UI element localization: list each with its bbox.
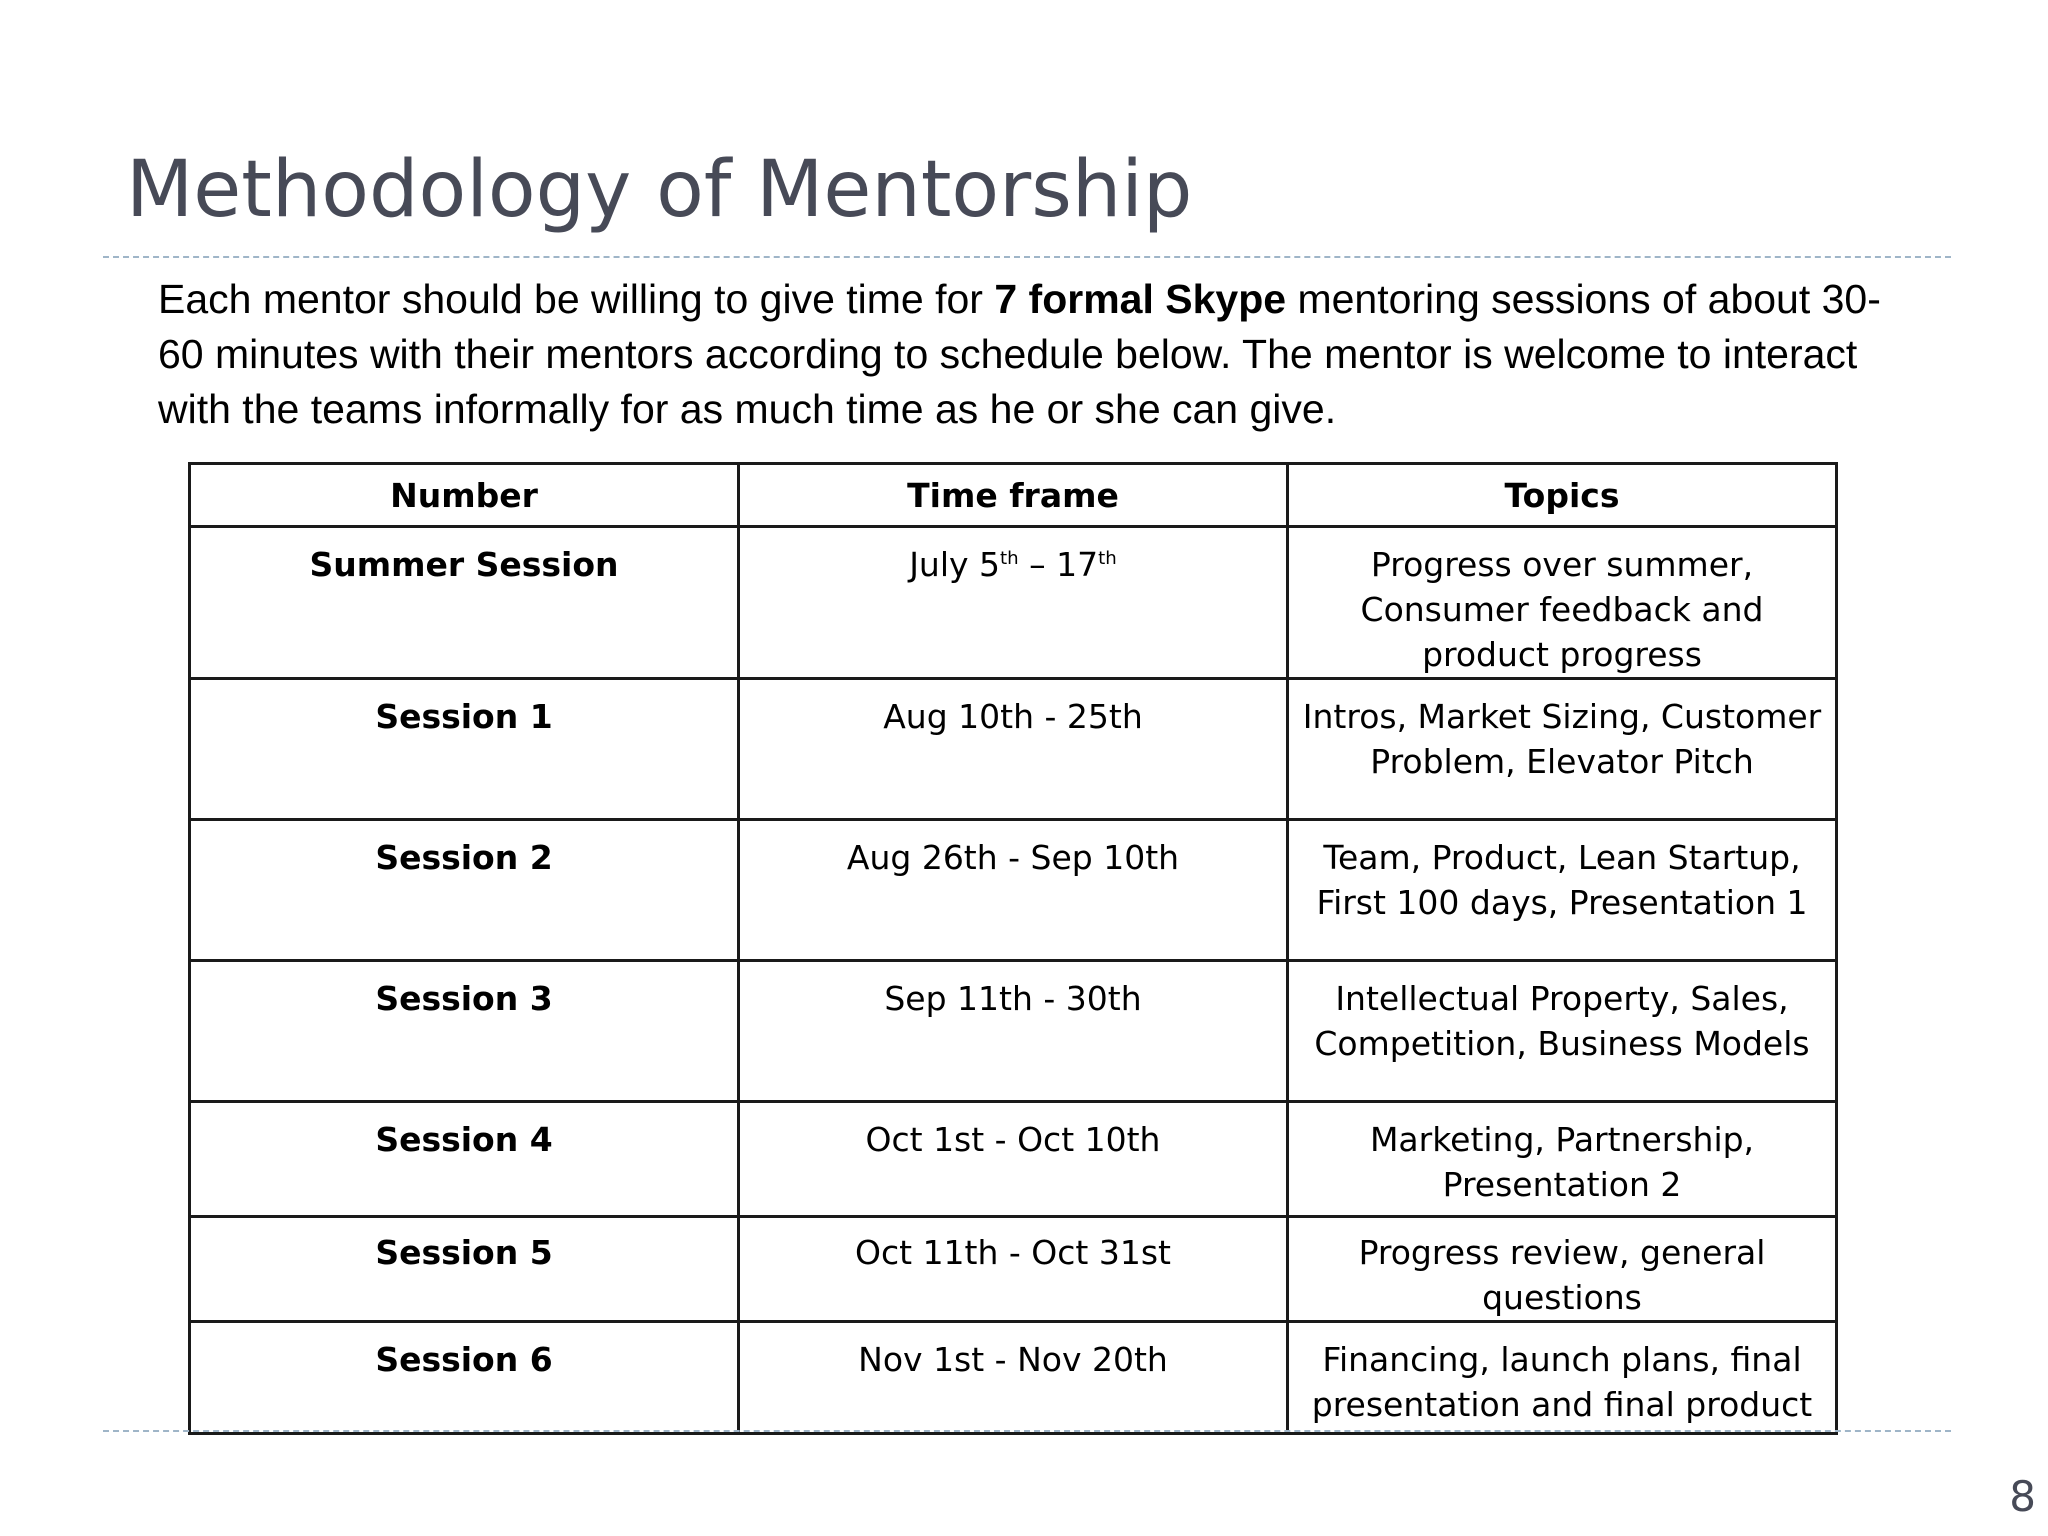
row-number: Session 5 (190, 1217, 739, 1322)
time-end-suffix: th (1098, 548, 1117, 569)
row-time-frame: Sep 11th - 30th (739, 961, 1288, 1102)
table-header-row (190, 464, 1837, 527)
slide-title: Methodology of Mentorship (126, 145, 1193, 235)
row-time-frame: Aug 26th - Sep 10th (739, 820, 1288, 961)
table-row (190, 1322, 1837, 1434)
time-end: – 17 (1018, 545, 1099, 584)
row-time-frame (739, 527, 1288, 679)
row-number: Session 6 (190, 1322, 739, 1434)
mentorship-schedule-table (188, 462, 1838, 1435)
row-topics: Marketing, Partnership, Presentation 2 (1288, 1102, 1837, 1217)
row-number: Summer Session (190, 527, 739, 679)
table-row (190, 961, 1837, 1102)
row-time-frame: Nov 1st - Nov 20th (739, 1322, 1288, 1434)
row-topics: Intros, Market Sizing, Customer Problem, Elevator Pitch (1288, 679, 1837, 820)
header-number: Number (190, 464, 739, 527)
table-row (190, 1217, 1837, 1322)
page-number: 8 (2009, 1472, 2036, 1521)
row-number: Session 4 (190, 1102, 739, 1217)
table-row (190, 679, 1837, 820)
row-number: Session 2 (190, 820, 739, 961)
row-time-frame: Oct 1st - Oct 10th (739, 1102, 1288, 1217)
intro-text-end: mentoring sessions of about 30-60 minutes with their mentors according to schedule below. The mentor is welcome to interact with the teams informally for as much time as he or she can give. (158, 276, 1881, 432)
intro-bold-text: 7 formal Skype (994, 276, 1287, 322)
row-topics: Financing, launch plans, final presentation and final product (1288, 1322, 1837, 1434)
top-divider (103, 256, 1951, 258)
intro-text-start: Each mentor should be willing to give time for (158, 276, 995, 322)
time-start-suffix: th (1000, 548, 1019, 569)
header-topics: Topics (1288, 464, 1837, 527)
row-number: Session 1 (190, 679, 739, 820)
time-start: July 5 (909, 545, 1001, 584)
row-topics: Intellectual Property, Sales, Competition, Business Models (1288, 961, 1837, 1102)
table-row (190, 527, 1837, 679)
row-topics: Progress over summer, Consumer feedback and product progress (1288, 527, 1837, 679)
row-number: Session 3 (190, 961, 739, 1102)
row-topics: Progress review, general questions (1288, 1217, 1837, 1322)
table-row (190, 1102, 1837, 1217)
intro-paragraph (158, 272, 1898, 437)
table-row (190, 820, 1837, 961)
row-topics: Team, Product, Lean Startup, First 100 days, Presentation 1 (1288, 820, 1837, 961)
row-time-frame: Aug 10th - 25th (739, 679, 1288, 820)
header-time-frame: Time frame (739, 464, 1288, 527)
bottom-divider (103, 1430, 1951, 1432)
row-time-frame: Oct 11th - Oct 31st (739, 1217, 1288, 1322)
